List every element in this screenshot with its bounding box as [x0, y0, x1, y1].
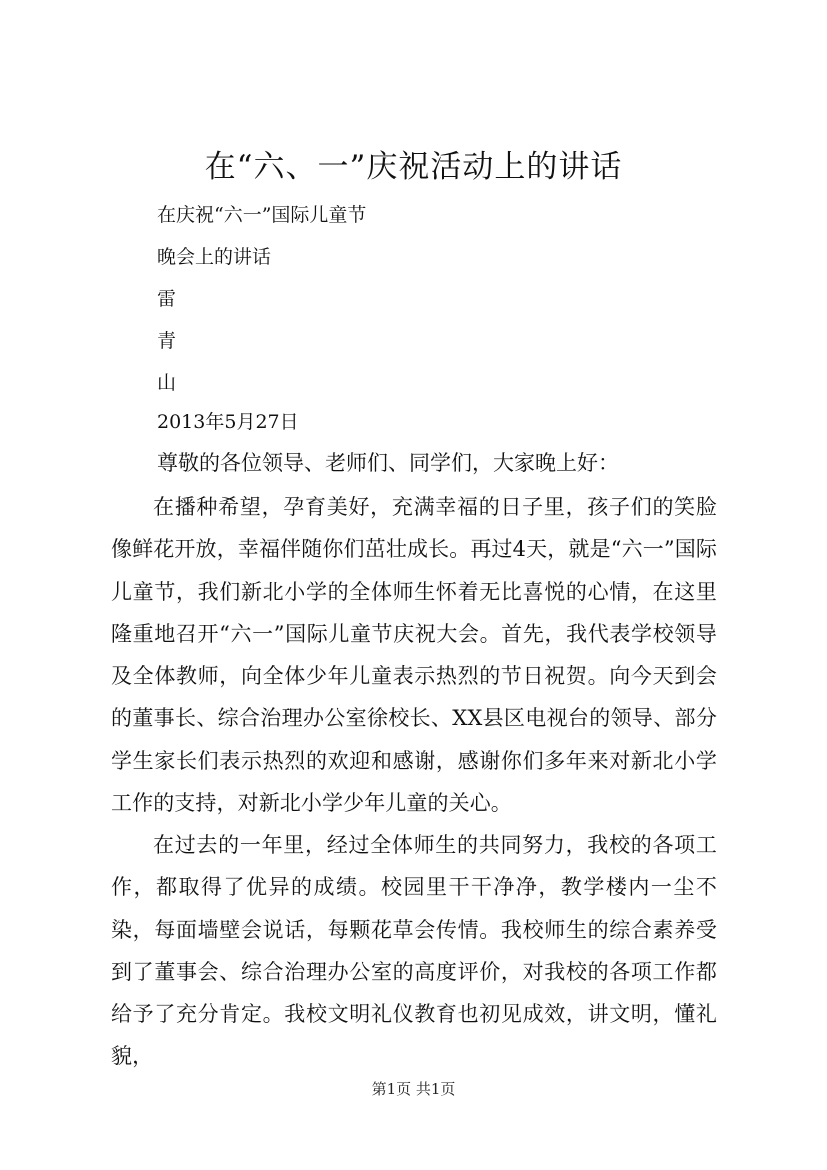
- author-char-1: 雷: [157, 288, 177, 310]
- document-title: 在“六、一”庆祝活动上的讲话: [204, 149, 623, 185]
- speech-date: 2013年5月27日: [157, 411, 299, 433]
- author-char-2: 青: [157, 330, 177, 352]
- greeting-line: 尊敬的各位领导、老师们、同学们，大家晚上好：: [157, 451, 619, 475]
- page-footer: 第1页 共1页: [371, 1080, 456, 1098]
- subtitle-line-2: 晚会上的讲话: [157, 246, 272, 268]
- paragraph-2: 在过去的一年里，经过全体师生的共同努力，我校的各项工作，都取得了优异的成绩。校园里干干净净，教学楼内一尘不染，每面墙壁会说话，每颗花草会传情。我校师生的综合素养受到了董事会、综合治理办公室的高度评价，对我校的各项工作都给予了充分肯定。我校文明礼仪教育也初见成效，讲文明，懂礼貌，: [111, 833, 717, 1069]
- author-char-3: 山: [157, 372, 177, 394]
- paragraph-1: 在播种希望，孕育美好，充满幸福的日子里，孩子们的笑脸像鲜花开放，幸福伴随你们茁壮成长。再过4天，就是“六一”国际儿童节，我们新北小学的全体师生怀着无比喜悦的心情，在这里隆重地召开“六一”国际儿童节庆祝大会。首先，我代表学校领导及全体教师，向全体少年儿童表示热烈的节日祝贺。向今天到会的董事长、综合治理办公室徐校长、XX县区电视台的领导、部分学生家长们表示热烈的欢迎和感谢，感谢你们多年来对新北小学工作的支持，对新北小学少年儿童的关心。: [111, 495, 717, 816]
- subtitle-line-1: 在庆祝“六一”国际儿童节: [157, 204, 367, 226]
